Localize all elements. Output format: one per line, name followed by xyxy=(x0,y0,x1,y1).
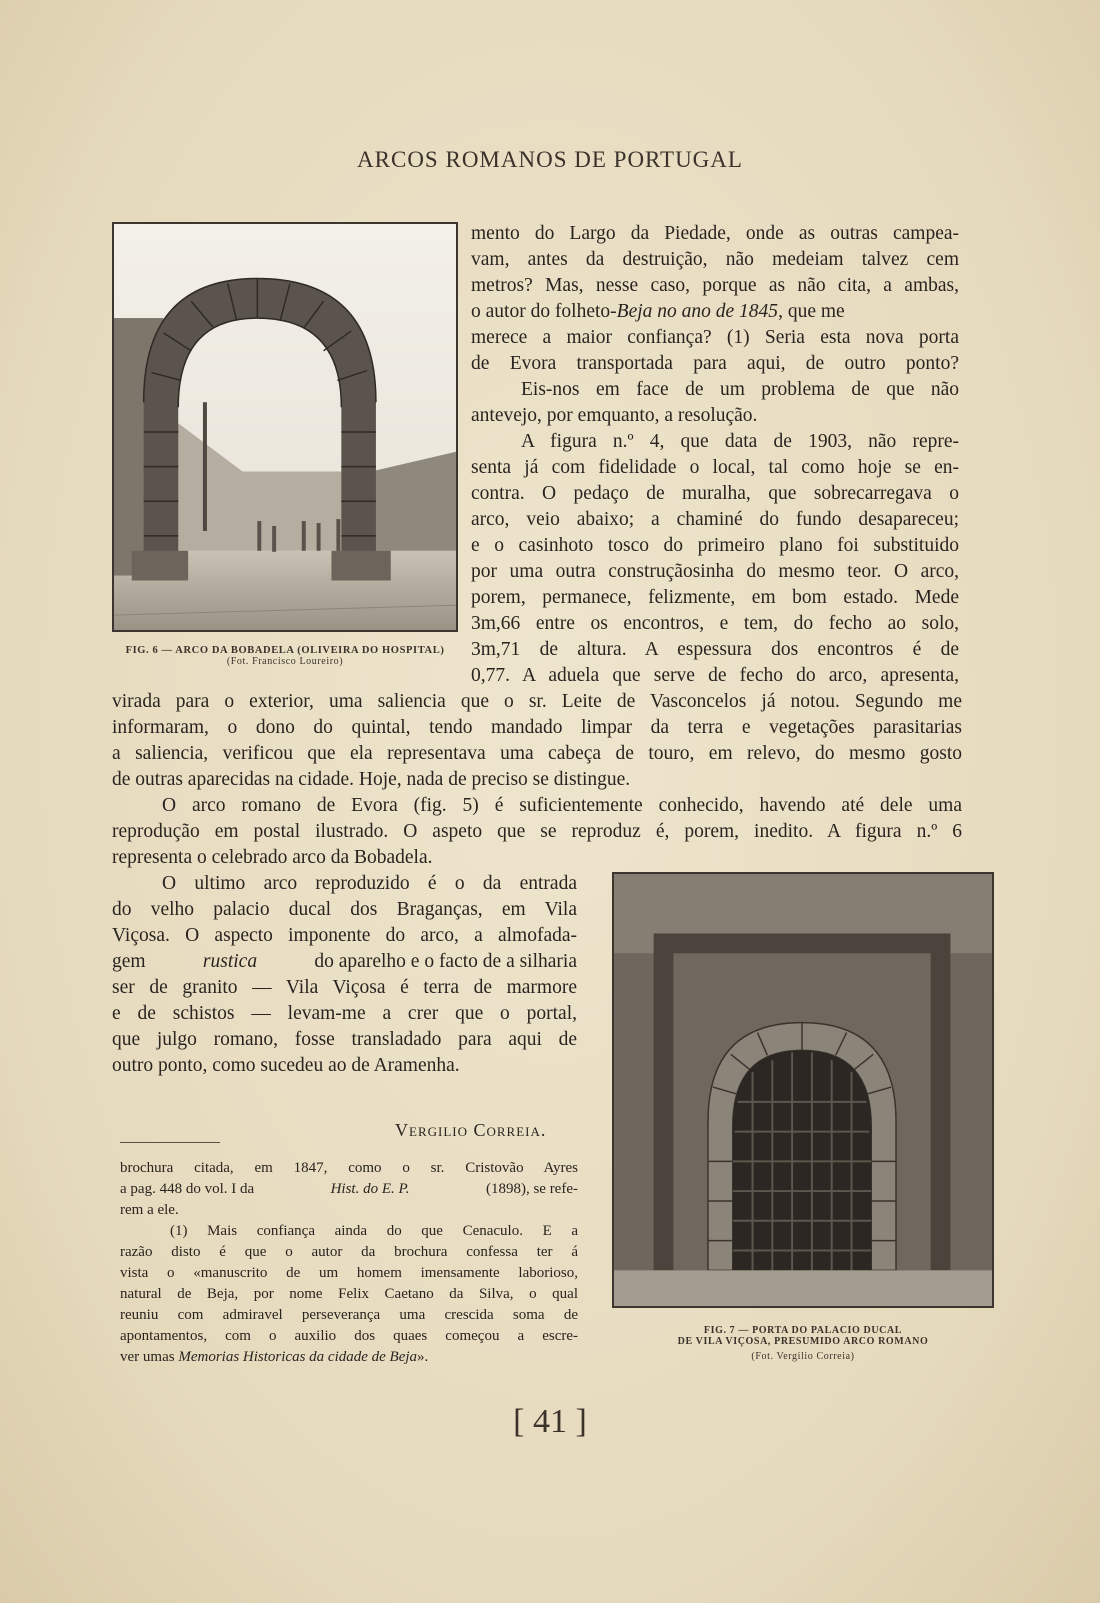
figure-7-caption xyxy=(600,1325,1006,1362)
text-line: metros? Mas, nesse caso, porque as não cita, a ambas, xyxy=(471,275,959,296)
text-line: O ultimo arco reproduzido é o da entrada xyxy=(162,873,577,894)
text-line: O arco romano de Evora (fig. 5) é suficientemente conhecido, havendo até dele uma xyxy=(162,795,962,816)
text-line: antevejo, por emquanto, a resolução. xyxy=(471,405,758,426)
text-line: 3m,66 entre os encontros, e tem, do fecho ao solo, xyxy=(471,613,959,634)
figure-6-caption xyxy=(100,645,470,667)
text-line: senta já com fidelidade o local, tal como hoje se en- xyxy=(471,457,959,478)
text-line: mento do Largo da Piedade, onde as outras campea- xyxy=(471,223,959,244)
text-line: Viçosa. O aspecto imponente do arco, a almofada- xyxy=(112,925,577,946)
text-line: por uma outra construçãosinha do mesmo teor. O arco, xyxy=(471,561,959,582)
text-line: do velho palacio ducal dos Braganças, em Vila xyxy=(112,899,577,920)
running-title: ARCOS ROMANOS DE PORTUGAL xyxy=(357,147,743,172)
text-line: reprodução em postal ilustrado. O aspeto que se reproduz é, porem, inedito. A figura n.º 6 xyxy=(112,821,962,842)
text-line: a saliencia, verificou que ela representava uma cabeça de touro, em relevo, do mesmo gosto xyxy=(112,743,962,764)
text-run: ». xyxy=(417,1349,429,1365)
italic-title: Memorias Historicas da cidade de Beja xyxy=(178,1349,418,1365)
text-line: porem, permanece, felizmente, em bom estado. Mede xyxy=(471,587,959,608)
footnote-line: vista o «manuscrito de um homem imensamente laborioso, xyxy=(120,1265,578,1281)
text-line: contra. O pedaço de muralha, que sobrecarregava o xyxy=(471,483,959,504)
figure-7-caption-title: FIG. 7 — PORTA DO PALACIO DUCAL xyxy=(703,1325,903,1336)
arch-photo-image xyxy=(114,224,456,630)
figure-6-caption-credit: (Fot. Francisco Loureiro) xyxy=(226,656,344,667)
footnote-line: brochura citada, em 1847, como o sr. Cristovão Ayres xyxy=(120,1160,578,1176)
text-line: e o casinhoto tosco do primeiro plano foi substituido xyxy=(471,535,959,556)
text-run: a pag. 448 do vol. I da xyxy=(120,1181,255,1197)
page-number: [ 41 ] xyxy=(513,1403,587,1440)
text-line: que julgo romano, fosse transladado para aqui de xyxy=(112,1029,577,1050)
figure-7-caption-subtitle: DE VILA VIÇOSA, PRESUMIDO ARCO ROMANO xyxy=(677,1336,929,1347)
text-line: de outras aparecidas na cidade. Hoje, nada de preciso se distingue. xyxy=(112,769,631,790)
footnote-line: razão disto é que o autor da brochura confessa ter á xyxy=(120,1244,578,1260)
text-run: o autor do folheto- xyxy=(471,301,617,322)
text-line: e de schistos — levam-me a crer que o portal, xyxy=(112,1003,577,1024)
italic-word: rustica xyxy=(202,951,258,972)
text-line: arco, veio abaixo; a chaminé do fundo desapareceu; xyxy=(471,509,959,530)
figure-6-caption-title: FIG. 6 — ARCO DA BOBADELA (OLIVEIRA DO HOSPITAL) xyxy=(125,645,445,656)
text-line: informaram, o dono do quintal, tendo mandado limpar da terra e vegetações parasitarias xyxy=(112,717,962,738)
figure-7-caption-credit: (Fot. Vergilio Correia) xyxy=(751,1351,855,1362)
footnote-line: natural de Beja, por nome Felix Caetano da Silva, o qual xyxy=(120,1286,578,1302)
figure-7-photo xyxy=(612,872,994,1308)
text-line: 3m,71 de altura. A espessura dos encontros é de xyxy=(471,639,959,660)
palace-door-photo-image xyxy=(614,874,992,1306)
text-line xyxy=(112,949,577,975)
footnote-line: rem a ele. xyxy=(120,1202,179,1218)
footnote-line xyxy=(120,1347,428,1368)
text-line: outro ponto, como sucedeu ao de Aramenha. xyxy=(112,1055,460,1076)
text-line: A figura n.º 4, que data de 1903, não repre- xyxy=(521,431,959,452)
text-run: do aparelho e o facto de a silharia xyxy=(314,951,577,972)
text-line: 0,77. A aduela que serve de fecho do arco, apresenta, xyxy=(471,665,959,686)
author-signature: Vergilio Correia. xyxy=(395,1120,547,1140)
text-line: ser de granito — Vila Viçosa é terra de marmore xyxy=(112,977,577,998)
footnote-line: apontamentos, com o auxilio dos quaes começou a escre- xyxy=(120,1328,578,1344)
text-run: (1898), se refe- xyxy=(485,1181,578,1197)
italic-title: Beja no ano de 1845 xyxy=(616,301,779,322)
text-line: merece a maior confiança? (1) Seria esta nova porta xyxy=(471,327,959,348)
italic-title: Hist. do E. P. xyxy=(330,1181,410,1197)
figure-6-photo xyxy=(112,222,458,632)
text-line: representa o celebrado arco da Bobadela. xyxy=(112,847,433,868)
footnote-line: reuniu com admiravel perseverança uma crescida soma de xyxy=(120,1307,578,1323)
text-run: ver umas xyxy=(120,1349,179,1365)
text-line: vam, antes da destruição, não medeiam talvez cem xyxy=(471,249,959,270)
footnote-rule xyxy=(120,1142,220,1143)
text-line xyxy=(471,299,959,325)
footnote-line xyxy=(120,1179,578,1200)
text-line: Eis-nos em face de um problema de que não xyxy=(521,379,959,400)
text-run: , que me xyxy=(778,301,845,322)
text-run: gem xyxy=(112,951,146,972)
text-line: virada para o exterior, uma saliencia que o sr. Leite de Vasconcelos já notou. Segundo me xyxy=(112,691,962,712)
text-line: de Evora transportada para aqui, de outro ponto? xyxy=(471,353,959,374)
footnote-line: (1) Mais confiança ainda do que Cenaculo. E a xyxy=(170,1223,578,1239)
